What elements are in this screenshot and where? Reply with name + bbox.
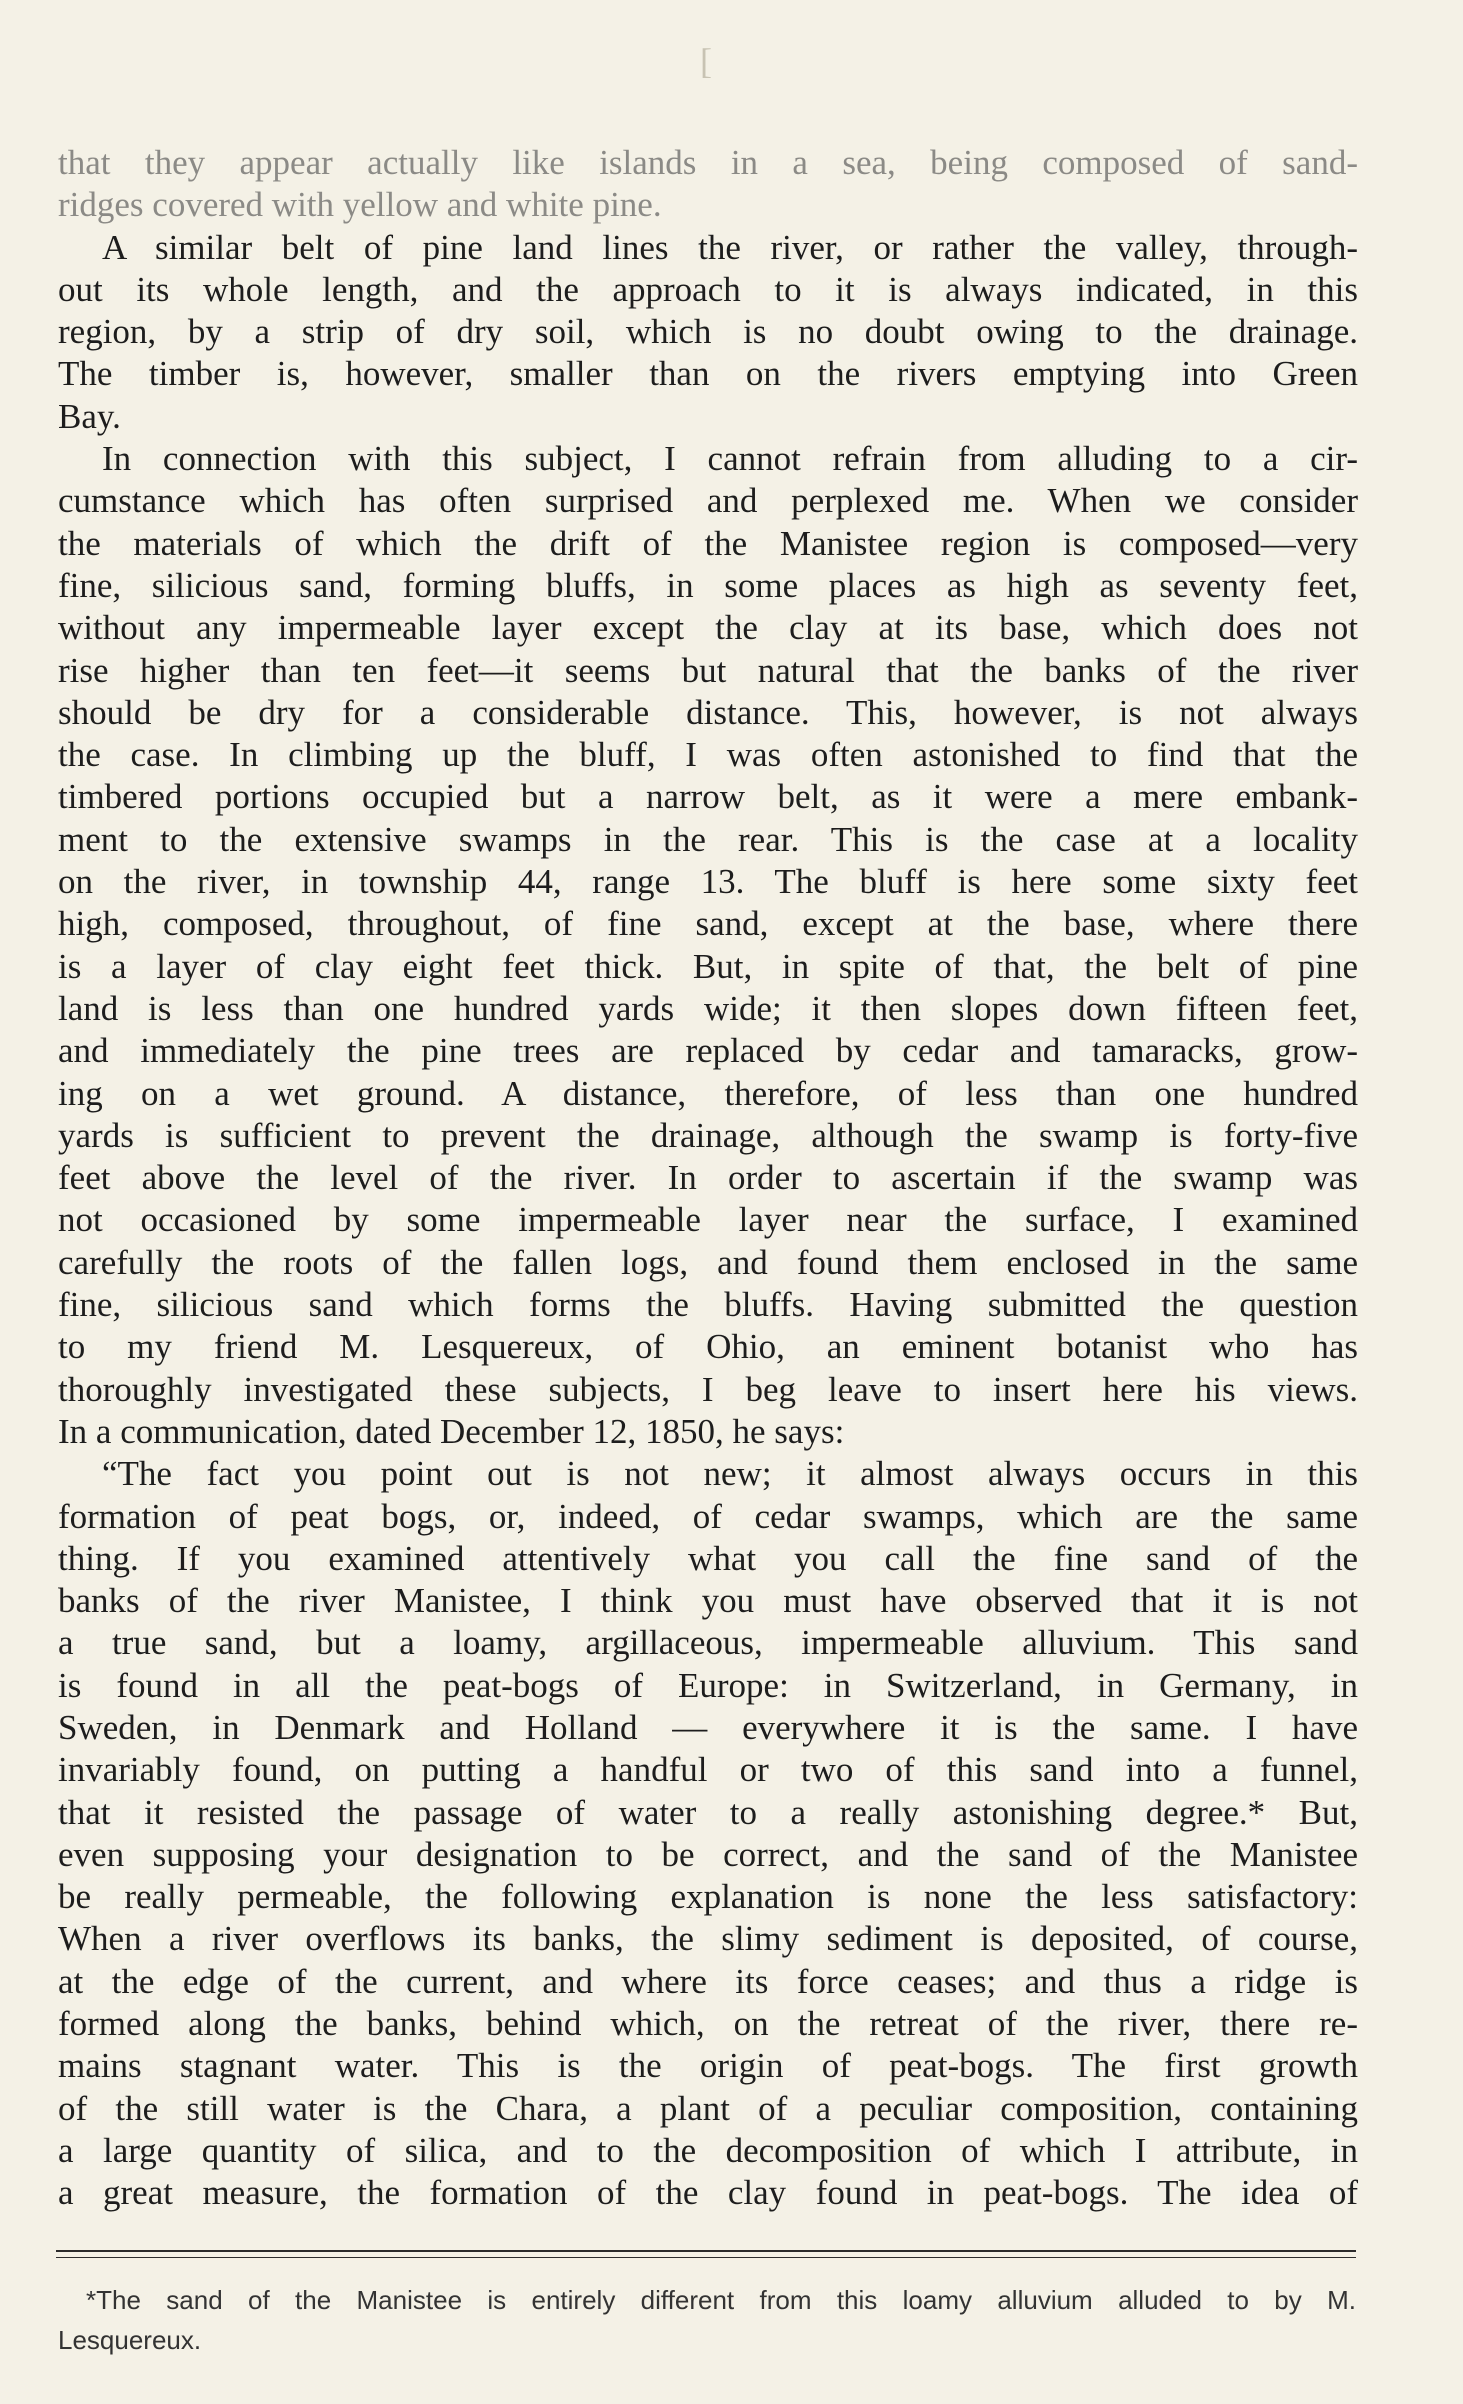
text-line: to my friend M. Lesquereux, of Ohio, an eminent botanist who has [58,1327,1358,1367]
text-line: land is less than one hundred yards wide; it then slopes down fifteen feet, [58,988,1358,1028]
footnote [58,2280,1356,2360]
text-line: region, by a strip of dry soil, which is no doubt owing to the drainage. [58,312,1358,352]
text-line: In a communication, dated December 12, 1850, he says: [58,1411,845,1451]
text-line: In connection with this subject, I cannot refrain from alluding to a cir- [102,439,1358,479]
text-line: “The fact you point out is not new; it almost always occurs in this [102,1454,1358,1494]
text-line: on the river, in township 44, range 13. The bluff is here some sixty feet [58,862,1358,902]
text-line: should be dry for a considerable distance. This, however, is not always [58,692,1358,732]
text-line: ridges covered with yellow and white pine. [58,185,662,225]
text-line: Sweden, in Denmark and Holland — everywhere it is the same. I have [58,1707,1358,1747]
footnote-divider [56,2250,1356,2252]
text-line: the materials of which the drift of the Manistee region is composed—very [58,523,1358,563]
text-line: of the still water is the Chara, a plant of a peculiar composition, containing [58,2088,1358,2128]
body-text [58,142,1358,2215]
text-line: without any impermeable layer except the clay at its base, which does not [58,608,1358,648]
text-line: and immediately the pine trees are replaced by cedar and tamaracks, grow- [58,1031,1358,1071]
text-line: When a river overflows its banks, the slimy sediment is deposited, of course, [58,1919,1358,1959]
text-line: formed along the banks, behind which, on the retreat of the river, there re- [58,2004,1358,2044]
footnote-line: *The sand of the Manistee is entirely different from this loamy alluvium alluded to by M. [86,2285,1356,2315]
text-line: mains stagnant water. This is the origin of peat-bogs. The first growth [58,2046,1358,2086]
text-line: not occasioned by some impermeable layer near the surface, I examined [58,1200,1358,1240]
text-line: timbered portions occupied but a narrow belt, as it were a mere embank- [58,777,1358,817]
text-line: invariably found, on putting a handful or two of this sand into a funnel, [58,1750,1358,1790]
text-line: ing on a wet ground. A distance, therefore, of less than one hundred [58,1073,1358,1113]
text-line: Bay. [58,396,121,436]
footnote-line: Lesquereux. [58,2325,202,2355]
text-line: a true sand, but a loamy, argillaceous, impermeable alluvium. This sand [58,1623,1358,1663]
text-line: that they appear actually like islands in a sea, being composed of sand- [58,143,1358,182]
text-line: formation of peat bogs, or, indeed, of cedar swamps, which are the same [58,1496,1358,1536]
text-line: yards is sufficient to prevent the drainage, although the swamp is forty-five [58,1115,1358,1155]
text-line: thing. If you examined attentively what you call the fine sand of the [58,1538,1358,1578]
text-line: that it resisted the passage of water to a really astonishing degree.* But, [58,1792,1358,1832]
text-line: ment to the extensive swamps in the rear. This is the case at a locality [58,819,1358,859]
text-line: a great measure, the formation of the clay found in peat-bogs. The idea of [58,2173,1358,2213]
text-line: the case. In climbing up the bluff, I was often astonished to find that the [58,735,1358,775]
text-line: a large quantity of silica, and to the decomposition of which I attribute, in [58,2130,1358,2170]
text-line: The timber is, however, smaller than on the rivers emptying into Green [58,354,1358,394]
text-line: is a layer of clay eight feet thick. But, in spite of that, the belt of pine [58,946,1358,986]
text-line: at the edge of the current, and where its force ceases; and thus a ridge is [58,1961,1358,2001]
text-line: A similar belt of pine land lines the river, or rather the valley, through- [102,227,1358,267]
text-line: is found in all the peat-bogs of Europe: in Switzerland, in Germany, in [58,1665,1358,1705]
page-header-mark: [ [700,41,716,81]
text-line: banks of the river Manistee, I think you must have observed that it is not [58,1581,1358,1621]
text-line: cumstance which has often surprised and perplexed me. When we consider [58,481,1358,521]
text-line: rise higher than ten feet—it seems but natural that the banks of the river [58,650,1358,690]
text-line: feet above the level of the river. In order to ascertain if the swamp was [58,1158,1358,1198]
text-line: be really permeable, the following explanation is none the less satisfactory: [58,1877,1358,1917]
text-line: thoroughly investigated these subjects, I beg leave to insert here his views. [58,1369,1358,1409]
text-line: carefully the roots of the fallen logs, and found them enclosed in the same [58,1242,1358,1282]
footnote-divider-thin [56,2257,1356,2258]
text-line: fine, silicious sand which forms the bluffs. Having submitted the question [58,1285,1358,1325]
text-line: fine, silicious sand, forming bluffs, in some places as high as seventy feet, [58,565,1358,605]
text-line: high, composed, throughout, of fine sand, except at the base, where there [58,904,1358,944]
text-line: out its whole length, and the approach to it is always indicated, in this [58,269,1358,309]
text-line: even supposing your designation to be correct, and the sand of the Manistee [58,1834,1358,1874]
